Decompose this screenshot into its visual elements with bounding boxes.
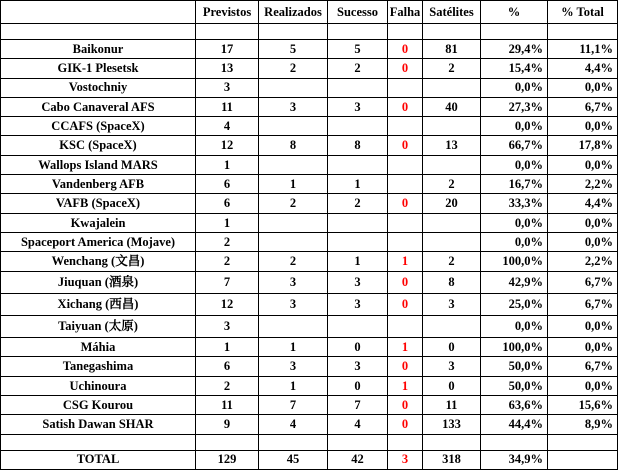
header-realizados: Realizados — [259, 1, 328, 24]
table-row — [1, 175, 618, 194]
pct-cell: 42,9% — [481, 271, 548, 293]
falha-cell: 1 — [388, 252, 423, 271]
realizados-cell: 3 — [259, 357, 328, 376]
total-site: TOTAL — [1, 450, 196, 469]
realizados-cell: 2 — [259, 252, 328, 271]
previstos-cell: 1 — [196, 338, 259, 357]
falha-cell: 0 — [388, 136, 423, 155]
realizados-cell: 1 — [259, 175, 328, 194]
total-previstos: 129 — [196, 450, 259, 469]
falha-cell: 0 — [388, 194, 423, 213]
table-row — [1, 396, 618, 415]
satelites-cell — [423, 315, 481, 337]
pct-total-cell: 0,0% — [548, 155, 618, 174]
site-name: Wenchang (文昌) — [1, 252, 196, 271]
realizados-cell: 2 — [259, 59, 328, 78]
satelites-cell: 3 — [423, 293, 481, 315]
satelites-cell: 81 — [423, 40, 481, 59]
site-name: Jiuquan (酒泉) — [1, 271, 196, 293]
pct-cell: 0,0% — [481, 213, 548, 232]
sucesso-cell: 4 — [328, 415, 388, 434]
sucesso-cell: 3 — [328, 293, 388, 315]
site-name: GIK-1 Plesetsk — [1, 59, 196, 78]
site-name: Uchinoura — [1, 376, 196, 395]
satelites-cell: 8 — [423, 271, 481, 293]
pct-total-cell: 6,7% — [548, 293, 618, 315]
realizados-cell — [259, 213, 328, 232]
site-name: Máhia — [1, 338, 196, 357]
pct-cell: 100,0% — [481, 338, 548, 357]
previstos-cell: 11 — [196, 396, 259, 415]
sucesso-cell: 5 — [328, 40, 388, 59]
pct-cell: 63,6% — [481, 396, 548, 415]
previstos-cell: 17 — [196, 40, 259, 59]
realizados-cell: 1 — [259, 376, 328, 395]
pct-total-cell: 0,0% — [548, 338, 618, 357]
pct-cell: 0,0% — [481, 117, 548, 136]
header-row — [1, 1, 618, 24]
sucesso-cell: 3 — [328, 97, 388, 116]
satelites-cell: 0 — [423, 376, 481, 395]
table-row — [1, 232, 618, 251]
site-name: Spaceport America (Mojave) — [1, 232, 196, 251]
falha-cell: 0 — [388, 40, 423, 59]
sucesso-cell — [328, 78, 388, 97]
falha-cell: 0 — [388, 293, 423, 315]
realizados-cell — [259, 78, 328, 97]
falha-cell: 1 — [388, 376, 423, 395]
header-pct: % — [481, 1, 548, 24]
falha-cell — [388, 155, 423, 174]
pct-total-cell: 17,8% — [548, 136, 618, 155]
realizados-cell: 2 — [259, 194, 328, 213]
previstos-cell: 2 — [196, 232, 259, 251]
pct-cell: 0,0% — [481, 315, 548, 337]
falha-cell — [388, 315, 423, 337]
header-satelites: Satélites — [423, 1, 481, 24]
previstos-cell: 6 — [196, 175, 259, 194]
pct-cell: 25,0% — [481, 293, 548, 315]
table-row — [1, 415, 618, 434]
realizados-cell: 3 — [259, 293, 328, 315]
previstos-cell: 1 — [196, 155, 259, 174]
pct-total-cell: 2,2% — [548, 175, 618, 194]
pct-cell: 100,0% — [481, 252, 548, 271]
total-pct: 34,9% — [481, 450, 548, 469]
site-name: CCAFS (SpaceX) — [1, 117, 196, 136]
pct-total-cell: 0,0% — [548, 376, 618, 395]
realizados-cell — [259, 117, 328, 136]
site-name: KSC (SpaceX) — [1, 136, 196, 155]
table-row — [1, 315, 618, 337]
pct-cell: 29,4% — [481, 40, 548, 59]
pct-total-cell: 0,0% — [548, 117, 618, 136]
satelites-cell: 20 — [423, 194, 481, 213]
falha-cell: 0 — [388, 357, 423, 376]
site-name: Tanegashima — [1, 357, 196, 376]
table-row — [1, 155, 618, 174]
table-row — [1, 376, 618, 395]
satelites-cell — [423, 117, 481, 136]
pct-total-cell: 6,7% — [548, 97, 618, 116]
site-name: Kwajalein — [1, 213, 196, 232]
pct-total-cell: 4,4% — [548, 194, 618, 213]
site-name: Satish Dawan SHAR — [1, 415, 196, 434]
site-name: VAFB (SpaceX) — [1, 194, 196, 213]
realizados-cell — [259, 232, 328, 251]
previstos-cell: 7 — [196, 271, 259, 293]
satelites-cell: 133 — [423, 415, 481, 434]
previstos-cell: 2 — [196, 252, 259, 271]
total-realizados: 45 — [259, 450, 328, 469]
total-satelites: 318 — [423, 450, 481, 469]
site-name: Vandenberg AFB — [1, 175, 196, 194]
spacer-row — [1, 434, 618, 450]
table-row — [1, 213, 618, 232]
sucesso-cell: 7 — [328, 396, 388, 415]
previstos-cell: 1 — [196, 213, 259, 232]
header-falha: Falha — [388, 1, 423, 24]
header-sucesso: Sucesso — [328, 1, 388, 24]
sucesso-cell — [328, 315, 388, 337]
falha-cell — [388, 232, 423, 251]
sucesso-cell — [328, 155, 388, 174]
site-name: Cabo Canaveral AFS — [1, 97, 196, 116]
table-row — [1, 78, 618, 97]
pct-cell: 50,0% — [481, 376, 548, 395]
pct-cell: 33,3% — [481, 194, 548, 213]
falha-cell: 0 — [388, 396, 423, 415]
sucesso-cell — [328, 117, 388, 136]
previstos-cell: 6 — [196, 194, 259, 213]
pct-cell: 16,7% — [481, 175, 548, 194]
sucesso-cell: 0 — [328, 338, 388, 357]
satelites-cell — [423, 232, 481, 251]
satelites-cell — [423, 213, 481, 232]
pct-total-cell: 0,0% — [548, 78, 618, 97]
sucesso-cell — [328, 213, 388, 232]
pct-cell: 66,7% — [481, 136, 548, 155]
satelites-cell: 40 — [423, 97, 481, 116]
pct-total-cell: 0,0% — [548, 315, 618, 337]
realizados-cell: 7 — [259, 396, 328, 415]
satelites-cell: 2 — [423, 252, 481, 271]
previstos-cell: 13 — [196, 59, 259, 78]
table-row — [1, 271, 618, 293]
pct-total-cell: 4,4% — [548, 59, 618, 78]
site-name: Vostochniy — [1, 78, 196, 97]
site-name: Wallops Island MARS — [1, 155, 196, 174]
realizados-cell: 3 — [259, 97, 328, 116]
pct-cell: 0,0% — [481, 155, 548, 174]
pct-cell: 0,0% — [481, 232, 548, 251]
pct-total-cell: 0,0% — [548, 232, 618, 251]
falha-cell: 0 — [388, 415, 423, 434]
previstos-cell: 4 — [196, 117, 259, 136]
spacer-row — [1, 24, 618, 40]
realizados-cell: 8 — [259, 136, 328, 155]
previstos-cell: 3 — [196, 315, 259, 337]
header-previstos: Previstos — [196, 1, 259, 24]
satelites-cell: 2 — [423, 59, 481, 78]
pct-cell: 44,4% — [481, 415, 548, 434]
sucesso-cell — [328, 232, 388, 251]
table-row — [1, 97, 618, 116]
sucesso-cell: 0 — [328, 376, 388, 395]
sucesso-cell: 3 — [328, 357, 388, 376]
falha-cell — [388, 175, 423, 194]
header-site — [1, 1, 196, 24]
pct-cell: 50,0% — [481, 357, 548, 376]
pct-total-cell: 6,7% — [548, 357, 618, 376]
site-name: CSG Kourou — [1, 396, 196, 415]
satelites-cell: 0 — [423, 338, 481, 357]
table-row — [1, 293, 618, 315]
falha-cell — [388, 78, 423, 97]
satelites-cell: 13 — [423, 136, 481, 155]
pct-total-cell: 0,0% — [548, 213, 618, 232]
site-name: Taiyuan (太原) — [1, 315, 196, 337]
realizados-cell — [259, 155, 328, 174]
table-row — [1, 136, 618, 155]
table-row — [1, 40, 618, 59]
site-name: Baikonur — [1, 40, 196, 59]
satelites-cell — [423, 155, 481, 174]
sucesso-cell: 2 — [328, 194, 388, 213]
pct-total-cell: 11,1% — [548, 40, 618, 59]
pct-total-cell: 15,6% — [548, 396, 618, 415]
pct-total-cell: 2,2% — [548, 252, 618, 271]
realizados-cell: 3 — [259, 271, 328, 293]
previstos-cell: 12 — [196, 293, 259, 315]
previstos-cell: 12 — [196, 136, 259, 155]
realizados-cell: 5 — [259, 40, 328, 59]
pct-cell: 0,0% — [481, 78, 548, 97]
header-pct-total: % Total — [548, 1, 618, 24]
satelites-cell — [423, 78, 481, 97]
falha-cell: 0 — [388, 59, 423, 78]
previstos-cell: 9 — [196, 415, 259, 434]
satelites-cell: 3 — [423, 357, 481, 376]
pct-cell: 15,4% — [481, 59, 548, 78]
total-row — [1, 450, 618, 469]
table-row — [1, 117, 618, 136]
previstos-cell: 6 — [196, 357, 259, 376]
sucesso-cell: 3 — [328, 271, 388, 293]
total-falha: 3 — [388, 450, 423, 469]
total-sucesso: 42 — [328, 450, 388, 469]
site-name: Xichang (西昌) — [1, 293, 196, 315]
table-row — [1, 59, 618, 78]
falha-cell: 0 — [388, 97, 423, 116]
pct-cell: 27,3% — [481, 97, 548, 116]
table-row — [1, 338, 618, 357]
realizados-cell: 4 — [259, 415, 328, 434]
table-row — [1, 252, 618, 271]
realizados-cell: 1 — [259, 338, 328, 357]
previstos-cell: 11 — [196, 97, 259, 116]
falha-cell — [388, 213, 423, 232]
table-row — [1, 194, 618, 213]
sucesso-cell: 2 — [328, 59, 388, 78]
previstos-cell: 3 — [196, 78, 259, 97]
table-row — [1, 357, 618, 376]
pct-total-cell: 8,9% — [548, 415, 618, 434]
falha-cell: 1 — [388, 338, 423, 357]
previstos-cell: 2 — [196, 376, 259, 395]
sucesso-cell: 8 — [328, 136, 388, 155]
pct-total-cell: 6,7% — [548, 271, 618, 293]
realizados-cell — [259, 315, 328, 337]
satelites-cell: 2 — [423, 175, 481, 194]
sucesso-cell: 1 — [328, 175, 388, 194]
sucesso-cell: 1 — [328, 252, 388, 271]
falha-cell: 0 — [388, 271, 423, 293]
total-pct-total — [548, 450, 618, 469]
falha-cell — [388, 117, 423, 136]
satelites-cell: 11 — [423, 396, 481, 415]
